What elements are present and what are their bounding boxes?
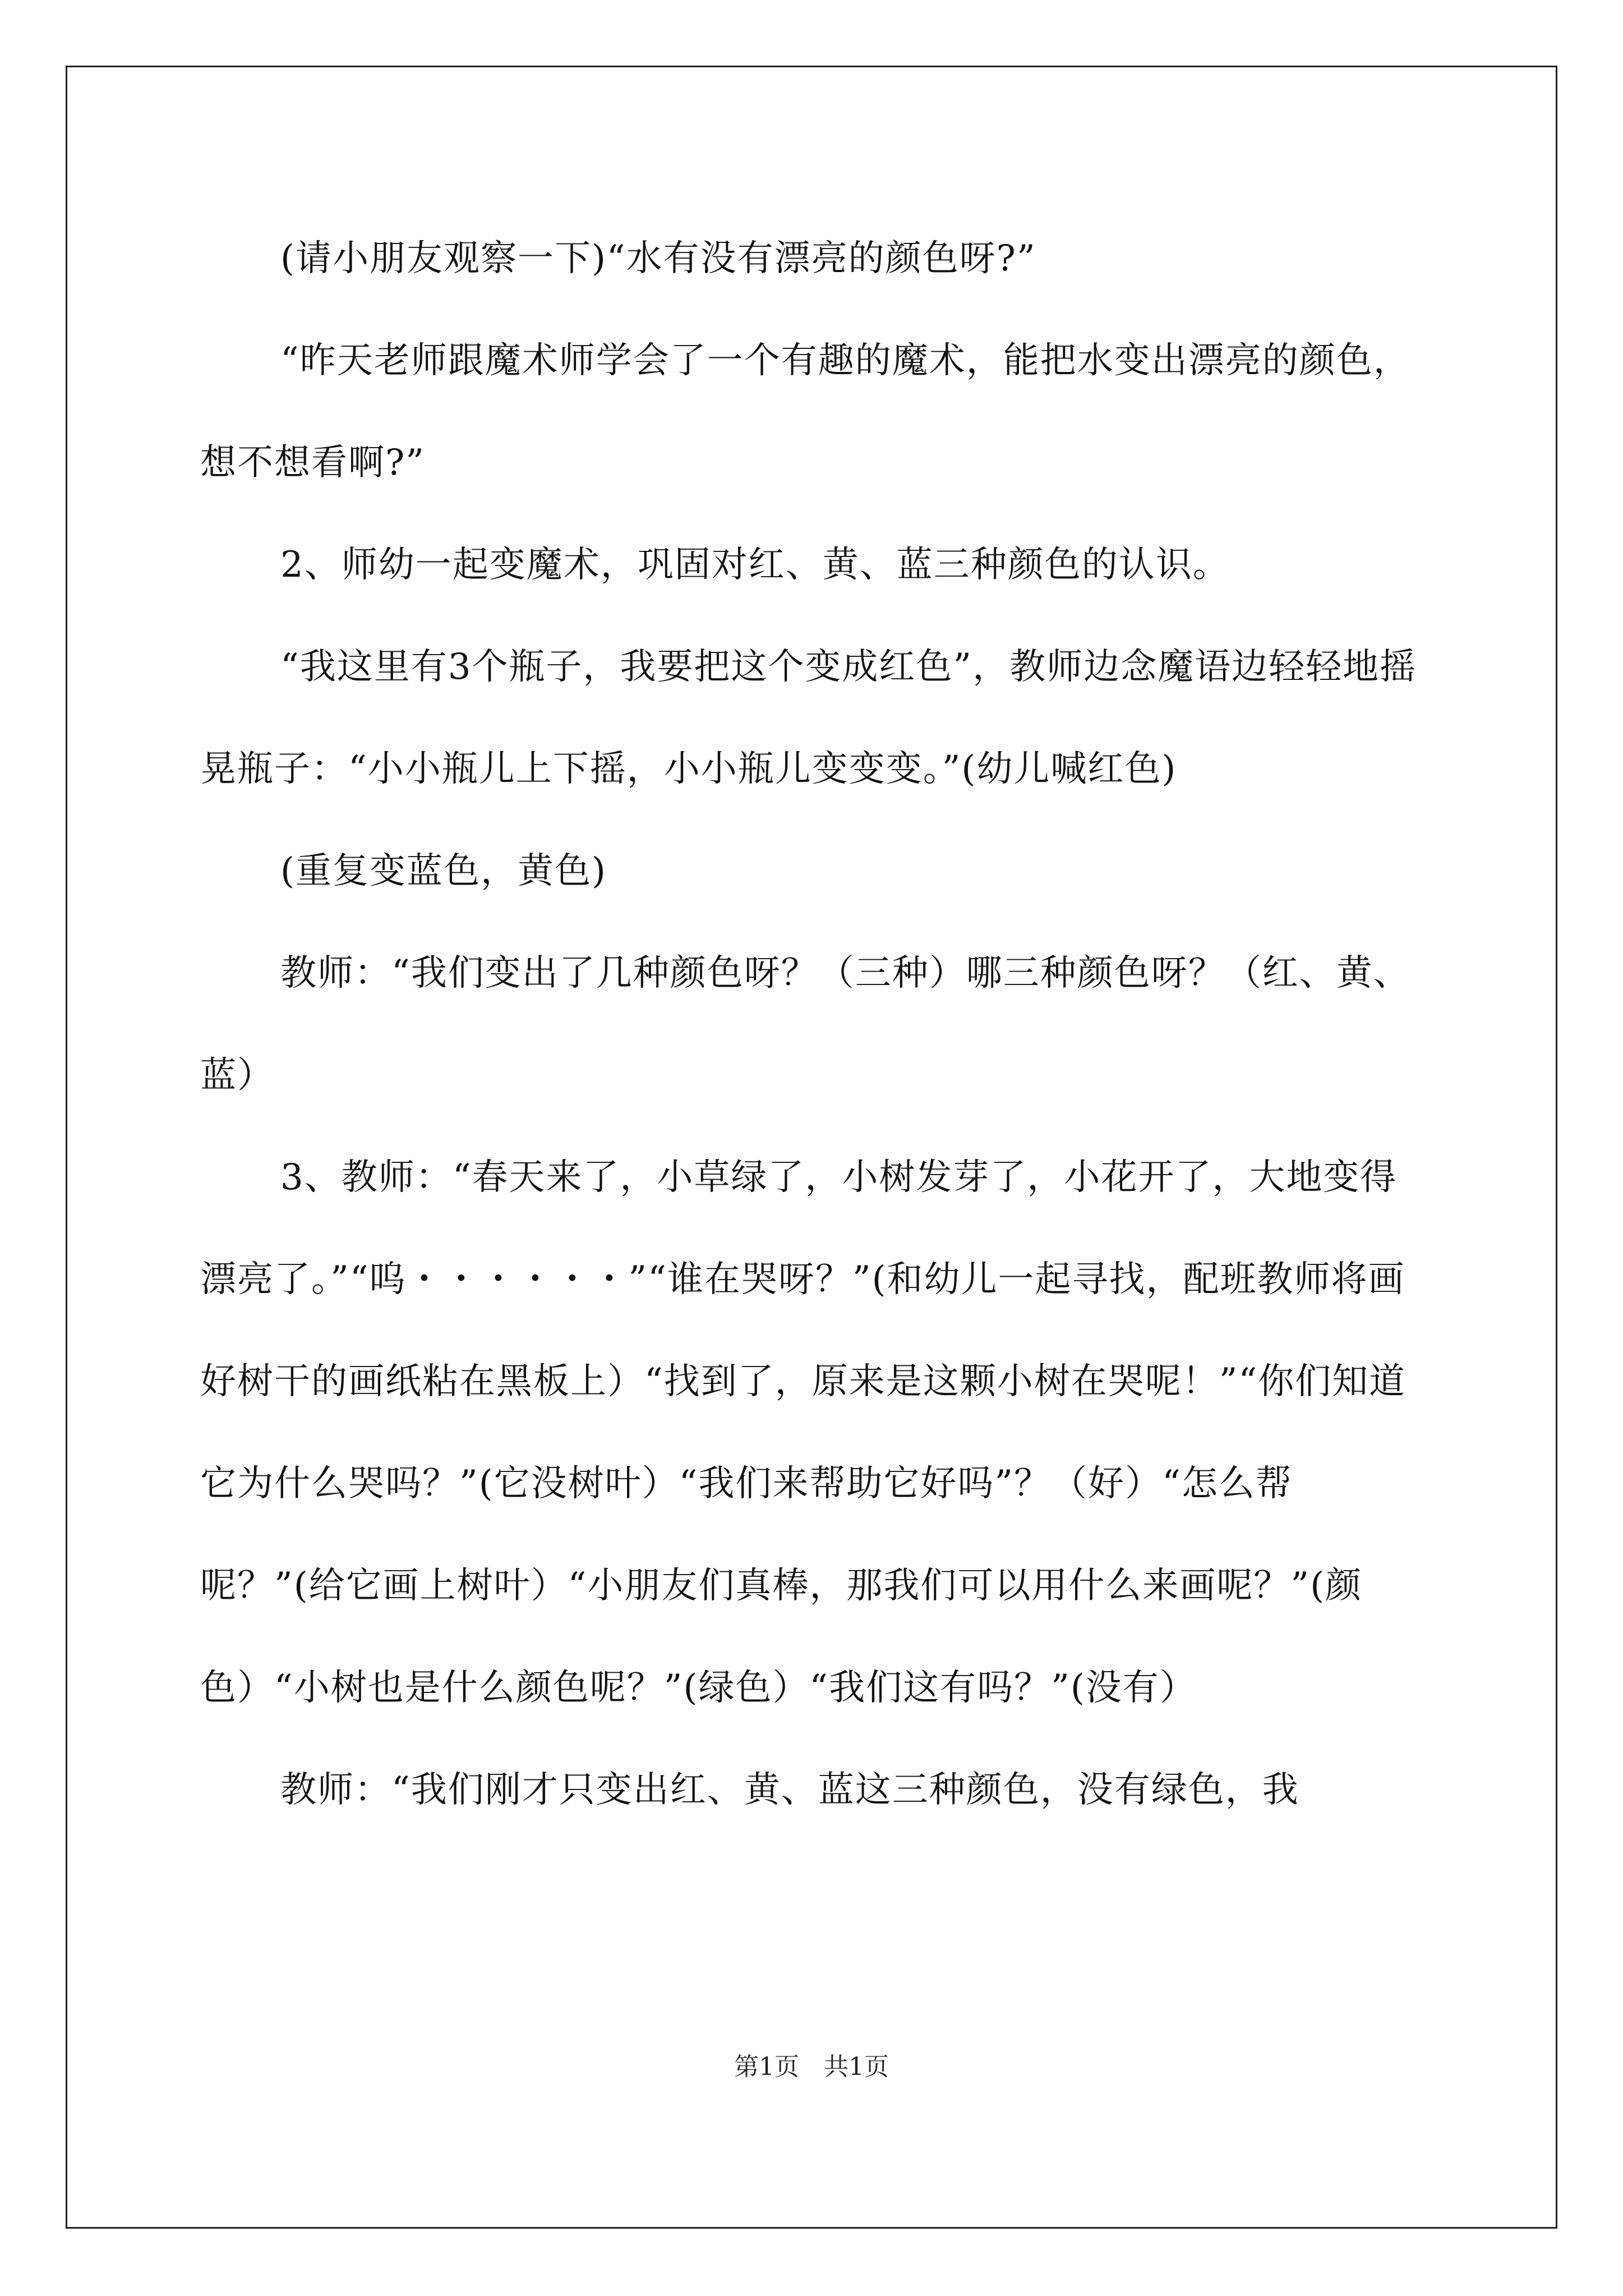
paragraph-3: 2、师幼一起变魔术，巩固对红、黄、蓝三种颜色的认识。 — [280, 544, 1230, 586]
document-body — [200, 208, 1428, 1841]
page-footer: 第1页 共1页 — [734, 2053, 889, 2081]
paragraph-4: “我这里有3个瓶子，我要把这个变成红色”，教师边念魔语边轻轻地摇晃瓶子：“小小瓶儿上下摇，小小瓶儿变变变。”(幼儿喊红色) — [200, 646, 1417, 790]
paragraph-1: (请小朋友观察一下)“水有没有漂亮的颜色呀?” — [280, 238, 1036, 279]
paragraph-7: 3、教师：“春天来了，小草绿了，小树发芽了，小花开了，大地变得漂亮了。”“呜・・・・・・”“谁在哭呀？”(和幼儿一起寻找，配班教师将画好树干的画纸粘在黑板上）“找到了，原来是这颗小树在哭呢！”“你们知道它为什么哭吗？”(它没树叶）“我们来帮助它好吗”？（好）“怎么帮呢？”(给它画上树叶）“小朋友们真棒，那我们可以用什么来画呢？”(颜色）“小树也是什么颜色呢？”(绿色）“我们这有吗？”(没有） — [200, 1157, 1407, 1709]
paragraph-8: 教师：“我们刚才只变出红、黄、蓝这三种颜色，没有绿色，我 — [280, 1769, 1299, 1811]
paragraph-6: 教师：“我们变出了几种颜色呀？（三种）哪三种颜色呀？（红、黄、蓝） — [200, 953, 1410, 1096]
paragraph-5: (重复变蓝色，黄色) — [280, 850, 607, 892]
paragraph-2: “昨天老师跟魔术师学会了一个有趣的魔术，能把水变出漂亮的颜色，想不想看啊?” — [200, 340, 1410, 484]
